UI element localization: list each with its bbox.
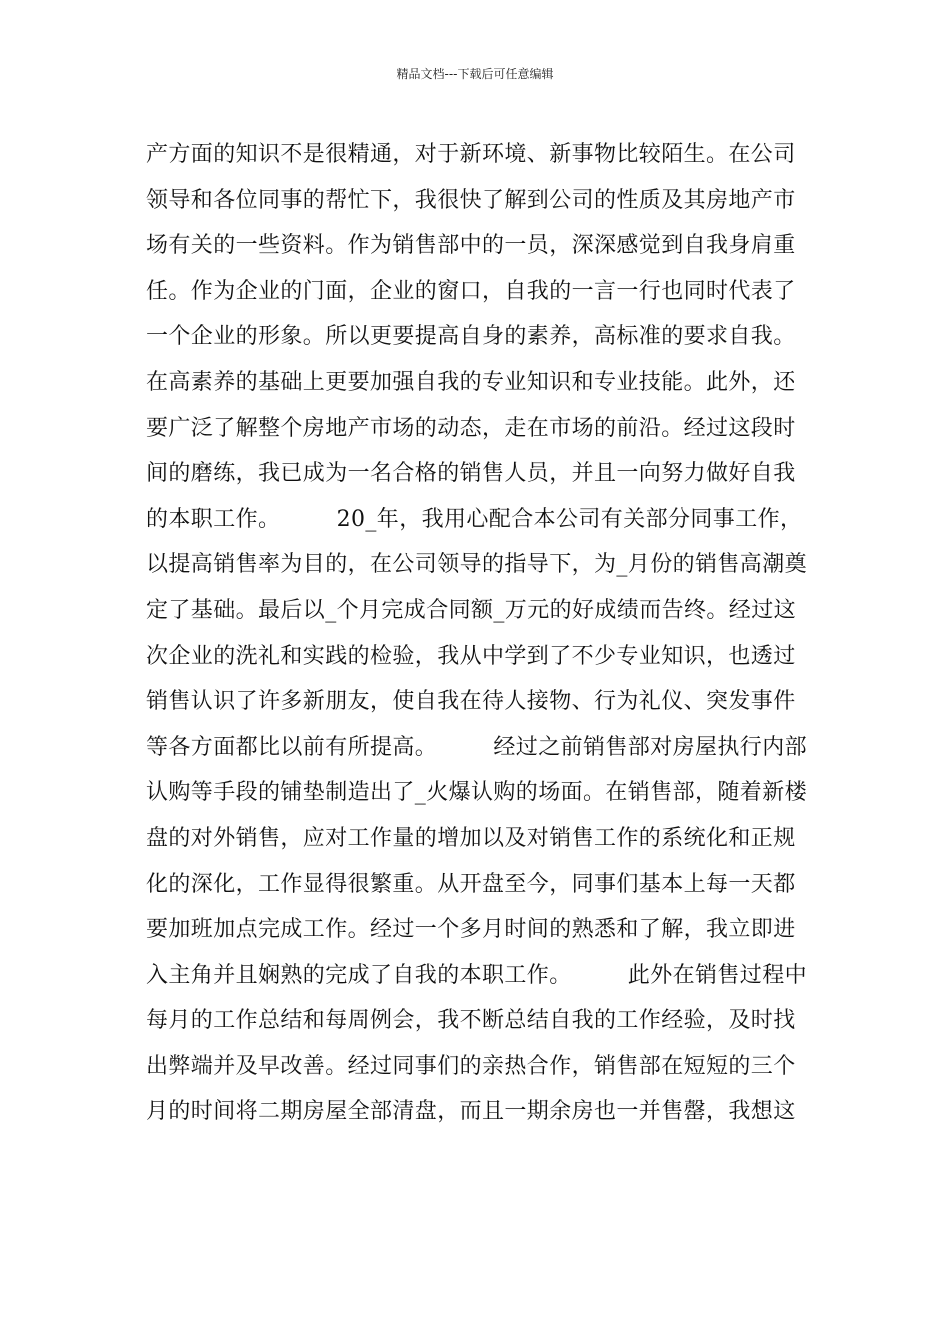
text-line: 盘的对外销售，应对工作量的增加以及对销售工作的系统化和正规: [146, 825, 796, 851]
text-line: 化的深化，工作显得很繁重。从开盘至今，同事们基本上每一天都: [146, 871, 796, 897]
text-line: 认购等手段的铺垫制造出了_火爆认购的场面。在销售部，随着新楼: [146, 780, 808, 806]
text-line: 要加班加点完成工作。经过一个多月时间的熟悉和了解，我立即进: [146, 917, 796, 943]
text-line: 入主角并且娴熟的完成了自我的本职工作。 此外在销售过程中: [146, 962, 808, 988]
text-line: 次企业的洗礼和实践的检验，我从中学到了不少专业知识，也透过: [146, 643, 796, 669]
text-line: 一个企业的形象。所以更要提高自身的素养，高标准的要求自我。: [146, 324, 796, 350]
text-line: 间的磨练，我已成为一名合格的销售人员，并且一向努力做好自我: [146, 461, 796, 487]
text-line: 等各方面都比以前有所提高。 经过之前销售部对房屋执行内部: [146, 734, 808, 760]
text-line: 月的时间将二期房屋全部清盘，而且一期余房也一并售罄，我想这: [146, 1099, 796, 1125]
text-line: 出弊端并及早改善。经过同事们的亲热合作，销售部在短短的三个: [146, 1053, 796, 1079]
document-body: [146, 132, 826, 1135]
text-line: 任。作为企业的门面，企业的窗口，自我的一言一行也同时代表了: [146, 278, 796, 304]
text-line: 以提高销售率为目的，在公司领导的指导下，为_月份的销售高潮奠: [146, 552, 808, 578]
text-line: 产方面的知识不是很精通，对于新环境、新事物比较陌生。在公司: [146, 142, 796, 167]
text-line: 在高素养的基础上更要加强自我的专业知识和专业技能。此外，还: [146, 369, 796, 395]
text-line: 定了基础。最后以_个月完成合同额_万元的好成绩而告终。经过这: [146, 597, 797, 623]
text-line: 场有关的一些资料。作为销售部中的一员，深深感觉到自我身肩重: [146, 233, 796, 259]
text-line: 要广泛了解整个房地产市场的动态，走在市场的前沿。经过这段时: [146, 415, 796, 441]
text-line: 每月的工作总结和每周例会，我不断总结自我的工作经验，及时找: [146, 1008, 796, 1034]
text-line: 销售认识了许多新朋友，使自我在待人接物、行为礼仪、突发事件: [146, 689, 796, 715]
text-line: 的本职工作。 20_年，我用心配合本公司有关部分同事工作，: [146, 506, 803, 532]
text-line: 领导和各位同事的帮忙下，我很快了解到公司的性质及其房地产市: [146, 187, 796, 213]
page-header: 精品文档---下载后可任意编辑: [396, 67, 554, 81]
